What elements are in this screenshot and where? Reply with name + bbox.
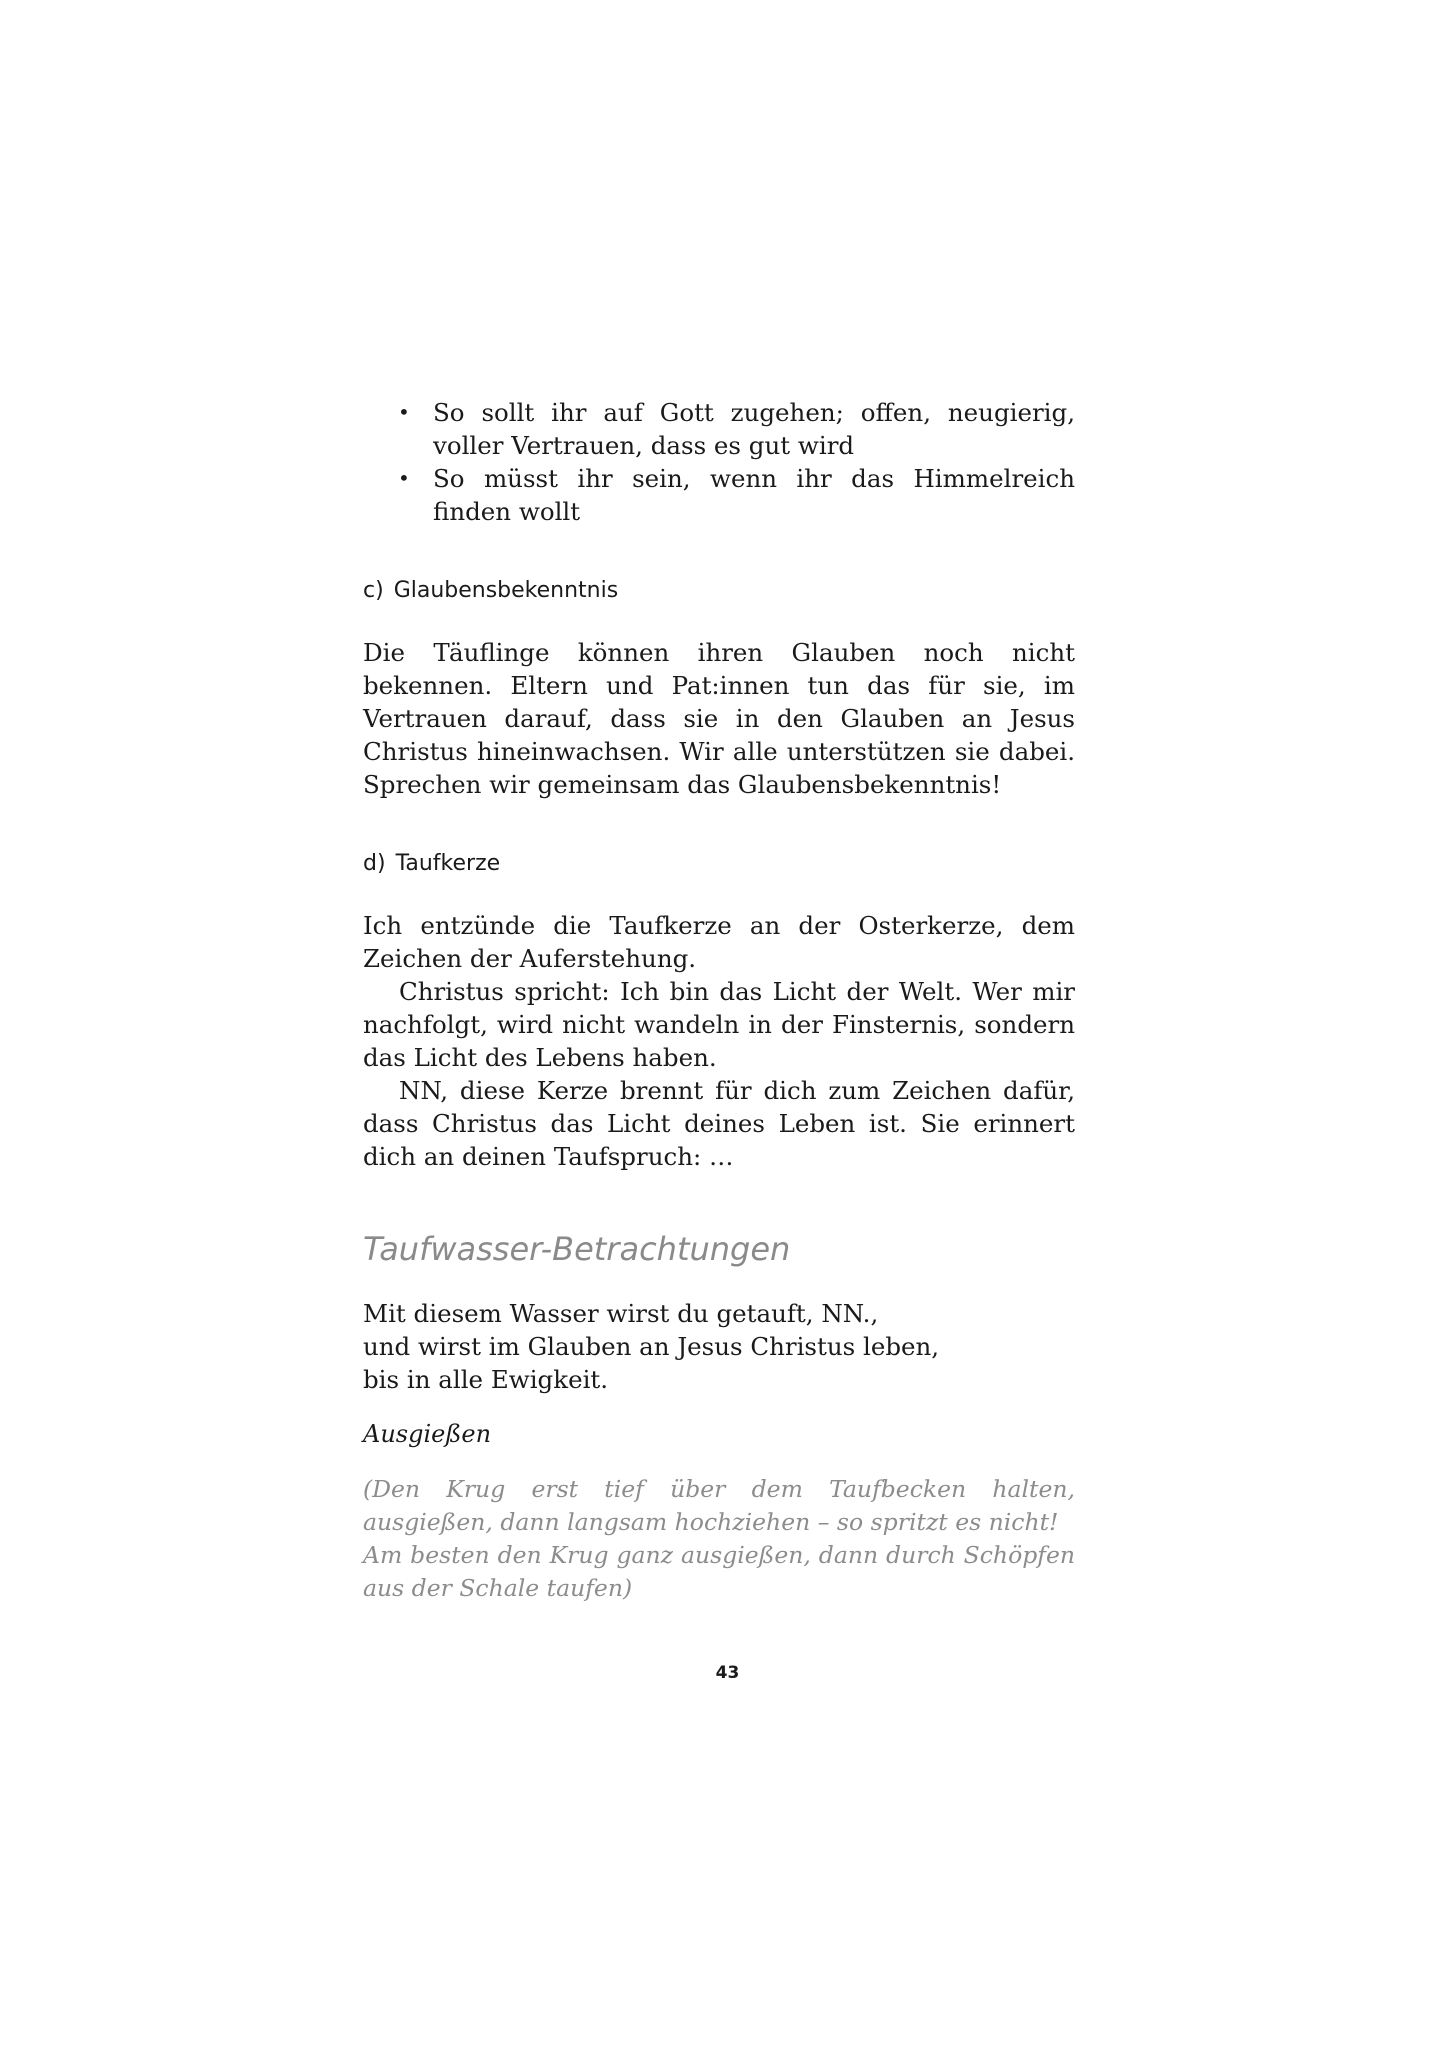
heading-taufkerze <box>363 849 1075 879</box>
verse-block <box>363 1297 1075 1396</box>
bullet-item: • So müsst ihr sein, wenn ihr das Himmelreich finden wollt <box>363 462 1075 528</box>
verse-line: Mit diesem Wasser wirst du getauft, NN., <box>363 1299 879 1328</box>
paragraph-glaubensbekenntnis: Die Täuflinge können ihren Glauben noch nicht bekennen. Eltern und Pat:innen tun das für sie, im Vertrauen darauf, dass sie in den Glauben an Jesus Christus hineinwachsen. Wir alle unterstützen sie dabei. Sprechen wir gemeinsam das Glaubensbekenntnis! <box>363 638 1075 799</box>
label-ausgiessen: Ausgießen <box>363 1420 492 1448</box>
verse-line: und wirst im Glauben an Jesus Christus leben, <box>363 1332 940 1361</box>
heading-number: c) <box>363 578 384 603</box>
bullet-list <box>363 396 1075 528</box>
note-line: Am besten den Krug ganz ausgießen, dann durch Schöpfen aus der Schale taufen) <box>363 1541 1075 1602</box>
page-content <box>363 396 1075 1605</box>
heading-title: Taufkerze <box>395 851 501 876</box>
heading-title: Glaubensbekenntnis <box>393 578 619 603</box>
page-number: 43 <box>715 1663 740 1683</box>
paragraph-taufkerze-2: Christus spricht: Ich bin das Licht der Welt. Wer mir nachfolgt, wird nicht wandeln in der Finsternis, sondern das Licht des Lebens haben. <box>363 977 1075 1072</box>
bullet-item: • So sollt ihr auf Gott zugehen; offen, neugierig, voller Vertrauen, dass es gut wird <box>363 396 1075 462</box>
heading-number: d) <box>363 851 386 876</box>
verse-line: bis in alle Ewigkeit. <box>363 1365 609 1394</box>
heading-glaubensbekenntnis <box>363 576 1075 606</box>
paragraph-taufkerze-3: NN, diese Kerze brennt für dich zum Zeichen dafür, dass Christus das Licht deines Leben ist. Sie erinnert dich an deinen Taufspruch: … <box>363 1076 1075 1171</box>
section-title-taufwasser: Taufwasser-Betrachtungen <box>363 1230 791 1268</box>
instruction-note <box>363 1473 1075 1605</box>
paragraph-taufkerze-1: Ich entzünde die Taufkerze an der Osterkerze, dem Zeichen der Auferstehung. <box>363 911 1075 973</box>
note-line: (Den Krug erst tief über dem Taufbecken halten, ausgießen, dann langsam hochziehen – so spritzt es nicht! <box>363 1475 1075 1536</box>
